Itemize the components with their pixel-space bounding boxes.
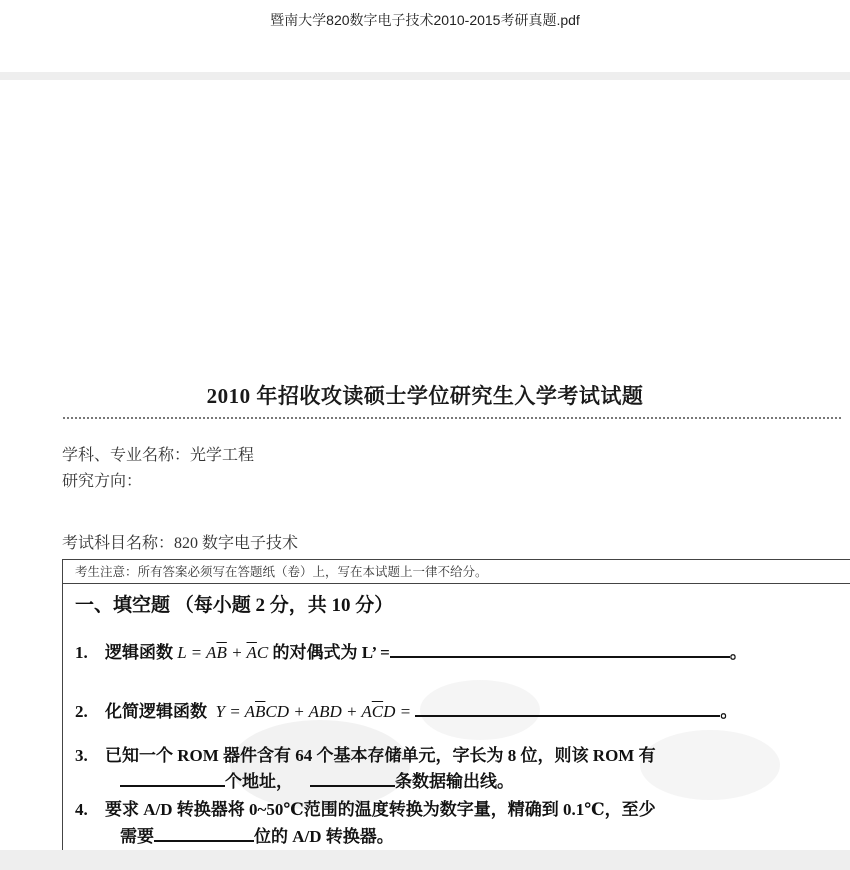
question-text: 的对偶式为 L’ = <box>272 643 390 662</box>
question-number: 3. <box>75 746 88 765</box>
exam-title: 2010 年招收攻读硕士学位研究生入学考试试题 <box>206 384 644 408</box>
answer-blank <box>154 824 254 842</box>
math-expression: $L = A\overline{B} + \overline{A}C$ <box>177 643 269 662</box>
question-number: 2. <box>75 702 88 721</box>
exam-notice: 考生注意：所有答案必须写在答题纸（卷）上，写在本试题上一律不给分。 <box>75 565 488 579</box>
math-expression: $Y = A\overline{B}CD$ + ABD + $A\overline{C}D$ = <box>215 702 412 721</box>
subject-line: 学科、专业名称：光学工程 <box>62 447 255 464</box>
direction-line: 研究方向： <box>62 473 143 490</box>
section-title: 一、填空题 （每小题 2 分，共 10 分） <box>75 595 394 616</box>
question-number: 4. <box>75 800 88 819</box>
question-4 <box>75 795 656 820</box>
question-text: 逻辑函数 <box>105 643 173 662</box>
question-1: 1. 逻辑函数 $L = A\overline{B} + \overline{A}C$ 的对偶式为 L’ = 。 <box>75 638 747 663</box>
pdf-page[interactable] <box>0 80 850 850</box>
answer-blank <box>120 769 225 787</box>
document-title: 暨南大学820数字电子技术2010-2015考研真题.pdf <box>270 12 580 28</box>
notice-divider <box>62 583 850 584</box>
question-4-line-2: 需要 位的 A/D 转换器。 <box>75 822 394 847</box>
question-text: 已知一个 ROM 器件含有 64 个基本存储单元，字长为 8 位，则该 ROM 有 <box>105 746 656 765</box>
course-line: 考试科目名称：820 数字电子技术 <box>62 535 299 552</box>
question-2: 2. 化简逻辑函数 $Y = A\overline{B}CD$ + ABD + $A\overline{C}D$ = 。 <box>75 697 737 722</box>
answer-blank <box>390 640 730 658</box>
answer-blank <box>415 699 720 717</box>
page-gap-top <box>0 72 850 80</box>
question-text: 化简逻辑函数 <box>105 702 207 721</box>
question-3 <box>75 741 656 766</box>
viewer-titlebar <box>0 0 850 72</box>
question-number: 1. <box>75 643 88 662</box>
question-3-line-2: 个地址， 条数据输出线。 <box>75 767 514 792</box>
star-divider <box>62 415 842 421</box>
question-text: 要求 A/D 转换器将 0~50℃范围的温度转换为数字量，精确到 0.1℃，至少 <box>105 800 656 819</box>
answer-blank <box>310 769 395 787</box>
page-gap-bottom <box>0 850 850 870</box>
